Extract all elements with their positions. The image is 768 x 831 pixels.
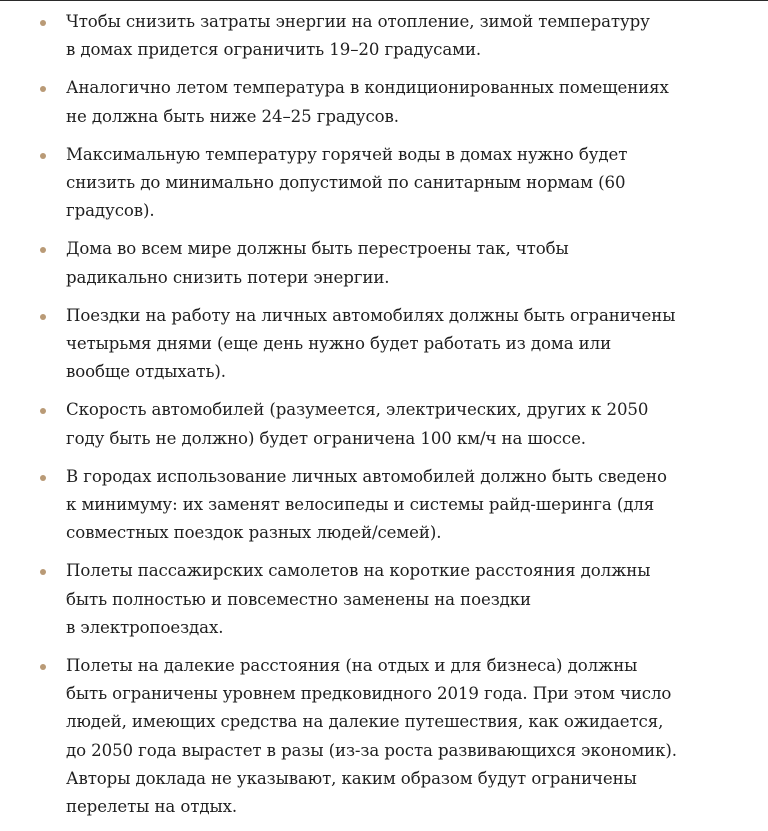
list-item-text-line: Аналогично летом температура в кондиционированных помещениях (66, 78, 669, 98)
list-item-text-line: людей, имеющих средства на далекие путешествия, как ожидается, (66, 712, 664, 732)
bullet-icon (40, 247, 46, 253)
list-item-text-line: Скорость автомобилей (разумеется, электрических, других к 2050 (66, 400, 649, 420)
list-item-text-line: Полеты на далекие расстояния (на отдых и для бизнеса) должны (66, 656, 638, 676)
bullet-icon (40, 569, 46, 575)
list-item-text-line: В городах использование личных автомобилей должно быть сведено (66, 466, 667, 486)
list-item-text-line: не должна быть ниже 24–25 градусов. (66, 106, 399, 126)
top-divider (0, 0, 768, 1)
list-item-text-line: до 2050 года вырастет в разы (из-за роста развивающихся экономик). (66, 740, 677, 760)
bullet-icon (40, 408, 46, 414)
bullet-icon (40, 86, 46, 92)
list-item-text-line: Максимальную температуру горячей воды в домах нужно будет (66, 144, 628, 164)
list-item (0, 302, 768, 387)
list-item (0, 396, 768, 452)
list-item (0, 8, 768, 64)
bullet-icon (40, 314, 46, 320)
list-item (0, 652, 768, 821)
list-item (0, 463, 768, 548)
list-item-text-line: Дома во всем мире должны быть перестроены так, чтобы (66, 239, 569, 259)
bullet-icon (40, 153, 46, 159)
list-item-text-line: Поездки на работу на личных автомобилях должны быть ограничены (66, 305, 676, 325)
list-item-text-line: к минимуму: их заменят велосипеды и системы райд-шеринга (для (66, 495, 655, 515)
list-item-text-line: перелеты на отдых. (66, 797, 238, 817)
list-item-text-line: Авторы доклада не указывают, каким образом будут ограничены (66, 768, 637, 788)
list-item (0, 235, 768, 291)
list-item-text-line: году быть не должно) будет ограничена 100 км/ч на шоссе. (66, 428, 586, 448)
list-item-text-line: четырьмя днями (еще день нужно будет работать из дома или (66, 334, 612, 354)
list-item-text-line: совместных поездок разных людей/семей). (66, 523, 442, 543)
list-item-text-line: в электропоездах. (66, 617, 224, 637)
list-item-text-line: радикально снизить потери энергии. (66, 267, 390, 287)
list-item-text-line: быть ограничены уровнем предковидного 2019 года. При этом число (66, 684, 672, 704)
bullet-icon (40, 20, 46, 26)
list-item-text-line: Чтобы снизить затраты энергии на отопление, зимой температуру (66, 12, 650, 31)
list-item-text-line: в домах придется ограничить 19–20 градусами. (66, 40, 482, 60)
list-item-text-line: градусов). (66, 201, 155, 221)
list-item-text-line: вообще отдыхать). (66, 362, 226, 382)
bullet-icon (40, 475, 46, 481)
list-item (0, 557, 768, 642)
list-item-text-line: Полеты пассажирских самолетов на короткие расстояния должны (66, 561, 651, 581)
list-item-text-line: снизить до минимально допустимой по санитарным нормам (60 (66, 173, 626, 193)
bullet-list (0, 8, 768, 831)
list-item (0, 74, 768, 130)
bullet-icon (40, 664, 46, 670)
list-item-text-line: быть полностью и повсеместно заменены на поездки (66, 589, 532, 609)
list-item (0, 141, 768, 226)
